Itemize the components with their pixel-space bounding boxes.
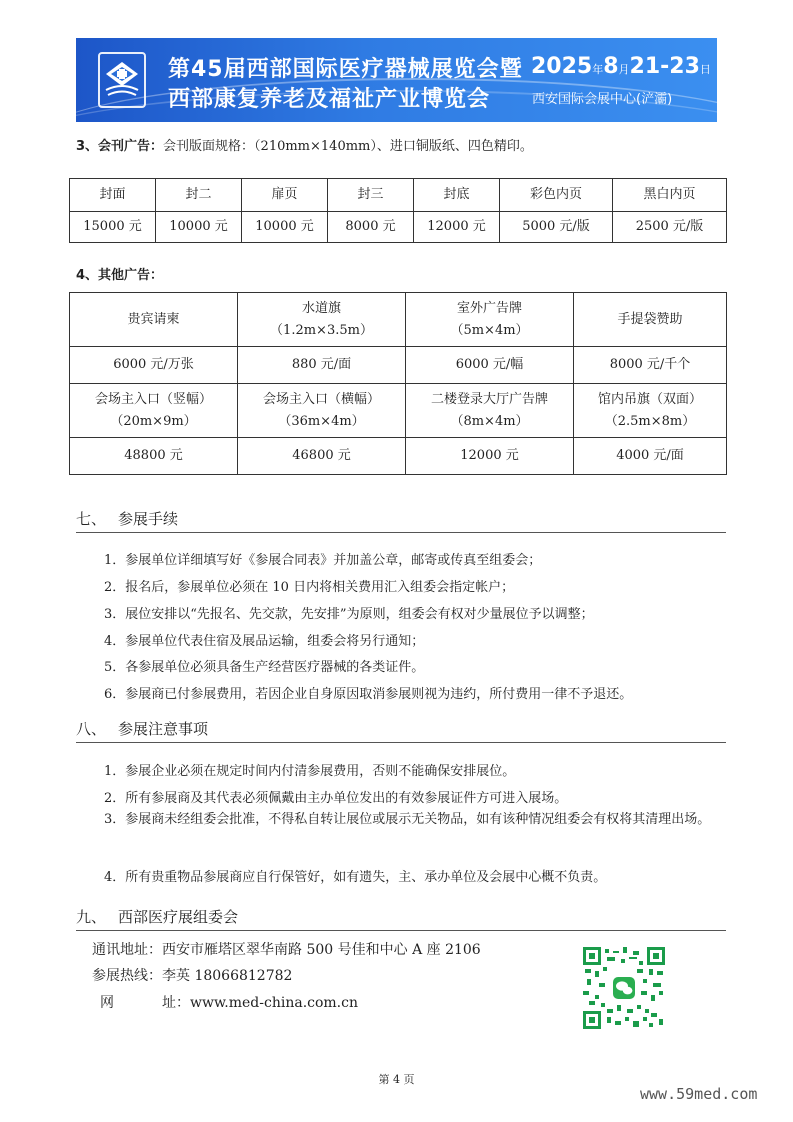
website-link[interactable]: www.med-china.com.cn [190,995,358,1011]
table-cell: 4000 元/面 [574,438,727,475]
exhibition-logo-icon [98,52,146,108]
list-item: 6．参展商已付参展费用，若因企业自身原因取消参展则视为违约，所付费用一律不予退还。 [104,687,633,702]
magazine-ad-note: 3、会刊广告：会刊版面规格：（210mm×140mm）、进口铜版纸、四色精印。 [76,139,533,154]
table-row [70,347,727,384]
list-item: 3．参展商未经组委会批准，不得私自转让展位或展示无关物品，如有该种情况组委会有权将其清理出场。 [104,812,711,827]
section-number: 八、 [76,720,107,738]
list-item: 2．报名后，参展单位必须在 10 日内将相关费用汇入组委会指定帐户； [104,580,515,595]
table-cell: 8000 元/千个 [574,347,727,384]
section-heading-procedures [76,508,726,533]
table-cell: 12000 元 [414,212,500,243]
section-number: 九、 [76,908,107,926]
table-cell: 5000 元/版 [500,212,613,243]
table-cell: 48800 元 [70,438,238,475]
table-cell: 二楼登录大厅广告牌 （8m×4m） [406,384,574,438]
section-title: 西部医疗展组委会 [118,908,239,926]
table-header-cell: 封面 [70,179,156,212]
table-row [70,293,727,347]
wechat-qr-code-icon [583,947,665,1029]
table-cell: 2500 元/版 [613,212,727,243]
table-cell: 46800 元 [238,438,406,475]
magazine-ad-table [69,178,727,243]
banner-title-line2: 西部康复养老及福祉产业博览会 [168,87,491,112]
contact-hotline: 参展热线：李英 18066812782 [92,968,293,984]
table-header-cell: 黑白内页 [613,179,727,212]
table-cell: 馆内吊旗（双面） （2.5m×8m） [574,384,727,438]
table-cell: 880 元/面 [238,347,406,384]
table-header-cell: 封三 [328,179,414,212]
watermark-site: www.59med.com [640,1085,758,1103]
table-cell: 贵宾请柬 [70,293,238,347]
contact-website: 网 址：www.med-china.com.cn [100,995,358,1011]
header-banner [76,38,717,122]
table-row [70,179,727,212]
table-cell: 15000 元 [70,212,156,243]
table-cell: 水道旗 （1.2m×3.5m） [238,293,406,347]
table-header-cell: 封二 [156,179,242,212]
table-header-cell: 扉页 [242,179,328,212]
table-header-cell: 彩色内页 [500,179,613,212]
table-cell: 会场主入口（竖幅） （20m×9m） [70,384,238,438]
contact-address: 通讯地址：西安市雁塔区翠华南路 500 号佳和中心 A 座 2106 [92,942,481,958]
table-cell: 8000 元 [328,212,414,243]
table-header-cell: 封底 [414,179,500,212]
section-heading-notes [76,718,726,743]
list-item: 5．各参展单位必须具备生产经营医疗器械的各类证件。 [104,660,425,675]
banner-venue: 西安国际会展中心(浐灞) [532,92,673,107]
table-cell: 6000 元/幅 [406,347,574,384]
section-title: 参展注意事项 [118,720,209,738]
table-cell: 手提袋赞助 [574,293,727,347]
table-cell: 6000 元/万张 [70,347,238,384]
table-cell: 12000 元 [406,438,574,475]
page-number: 第 4 页 [378,1073,415,1086]
other-ad-table [69,292,727,475]
list-item: 1．参展单位详细填写好《参展合同表》并加盖公章，邮寄或传真至组委会； [104,553,542,568]
list-item: 2．所有参展商及其代表必须佩戴由主办单位发出的有效参展证件方可进入展场。 [104,791,568,806]
list-item: 4．参展单位代表住宿及展品运输，组委会将另行通知； [104,634,425,649]
table-cell: 10000 元 [156,212,242,243]
table-cell: 会场主入口（横幅） （36m×4m） [238,384,406,438]
table-row [70,438,727,475]
section-number: 七、 [76,510,107,528]
list-item: 4．所有贵重物品参展商应自行保管好，如有遗失，主、承办单位及会展中心概不负责。 [104,870,607,885]
list-item: 1．参展企业必须在规定时间内付清参展费用，否则不能确保安排展位。 [104,764,516,779]
section-heading-committee [76,906,726,931]
other-ad-note: 4、其他广告： [76,268,164,283]
table-cell: 10000 元 [242,212,328,243]
section-title: 参展手续 [118,510,179,528]
banner-date: 2025年8月21-23日 [531,54,711,79]
list-item: 3．展位安排以“先报名、先交款，先安排”为原则，组委会有权对少量展位予以调整； [104,607,594,622]
table-row [70,212,727,243]
table-cell: 室外广告牌 （5m×4m） [406,293,574,347]
table-row [70,384,727,438]
banner-title-line1: 第45届西部国际医疗器械展览会暨 [168,57,523,82]
